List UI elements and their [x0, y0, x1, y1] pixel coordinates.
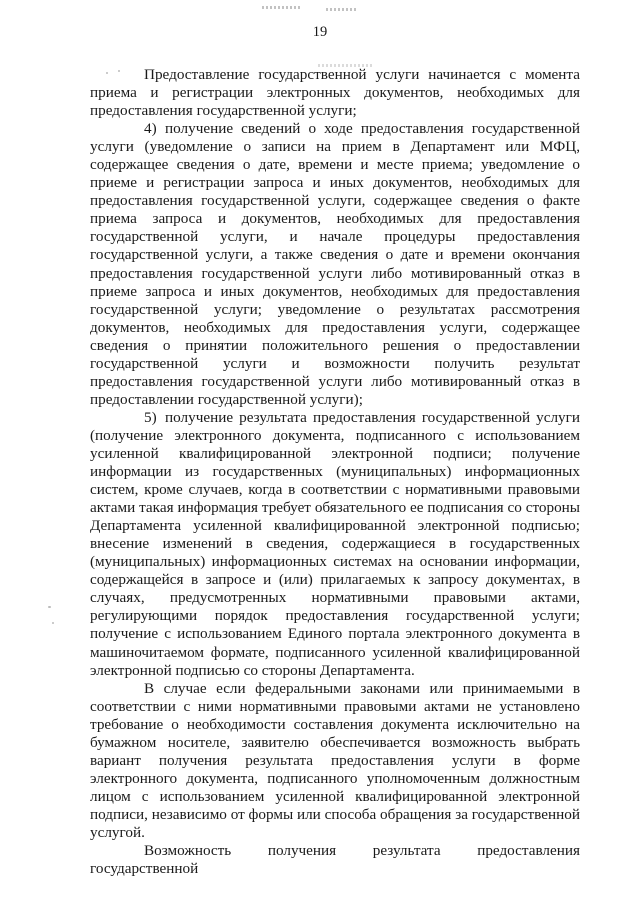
paragraph — [90, 680, 580, 842]
document-body — [90, 66, 580, 878]
paragraph-text: Предоставление государственной услуги начинается с момента приема и регистрации электронных документов, необходимых для предоставления государственной услуги; — [90, 66, 580, 120]
list-item-text: получение сведений о ходе предоставления государственной услуги (уведомление о записи на прием в Департамент или МФЦ, содержащее сведения о дате, времени и месте приема; уведомление о приеме и регистрации запроса и иных документов, необходимых для предоставления государственной услуги, содержащее сведения о факте приема запроса и документов, необходимых для предоставления государственной услуги, и начале процедуры предоставления государственной услуги, а также сведения о дате и времени окончания предоставления государственной услуги либо мотивированный отказ в приеме запроса и иных документов, необходимых для предоставления государственной услуги; уведомление о результатах рассмотрения документов, необходимых для предоставления услуги, содержащее сведения о принятии положительного решения о предоставлении государственной услуги и возможности получить результат предоставления государственной услуги либо мотивированный отказ в предоставлении государственной услуги); — [90, 120, 580, 408]
scan-artifact — [262, 6, 302, 9]
scan-artifact — [52, 622, 54, 624]
page-number: 19 — [312, 24, 328, 40]
list-item-number: 5) — [144, 408, 157, 426]
list-item-text: получение результата предоставления государственной услуги (получение электронного документа, подписанного с использованием усиленной квалифицированной электронной подписи; получение информации из государственных (муниципальных) информационных систем, кроме случаев, когда в соответствии с нормативными правовыми актами такая информация требует обязательного ее подписания со стороны Департамента усиленной квалифицированной электронной подписью; внесение изменений в сведения, содержащиеся в государственных (муниципальных) информационных системах на основании информации, содержащейся в запросе и (или) прилагаемых к запросу документах, в случаях, предусмотренных нормативными правовыми актами, регулирующими порядок предоставления государственной услуги; получение с использованием Единого портала электронного документа в машиночитаемом формате, подписанного усиленной квалифицированной электронной подписью со стороны Департамента. — [90, 408, 580, 679]
paragraph-text: Возможность получения результата предоставления государственной — [90, 842, 580, 878]
scan-artifact — [48, 606, 51, 608]
list-item — [90, 409, 580, 680]
scan-artifact — [326, 8, 356, 11]
paragraph-text: В случае если федеральными законами или принимаемыми в соответствии с ними нормативными правовыми актами не установлено требование о необходимости составления документа исключительно на бумажном носителе, заявителю обеспечивается возможность выбрать вариант получения результата предоставления услуги в форме электронного документа, подписанного уполномоченным должностным лицом с использованием усиленной квалифицированной электронной подписи, независимо от формы или способа обращения за государственной услугой. — [90, 679, 580, 841]
paragraph — [90, 842, 580, 878]
paragraph — [90, 66, 580, 120]
list-item-number: 4) — [144, 120, 157, 138]
list-item — [90, 120, 580, 409]
